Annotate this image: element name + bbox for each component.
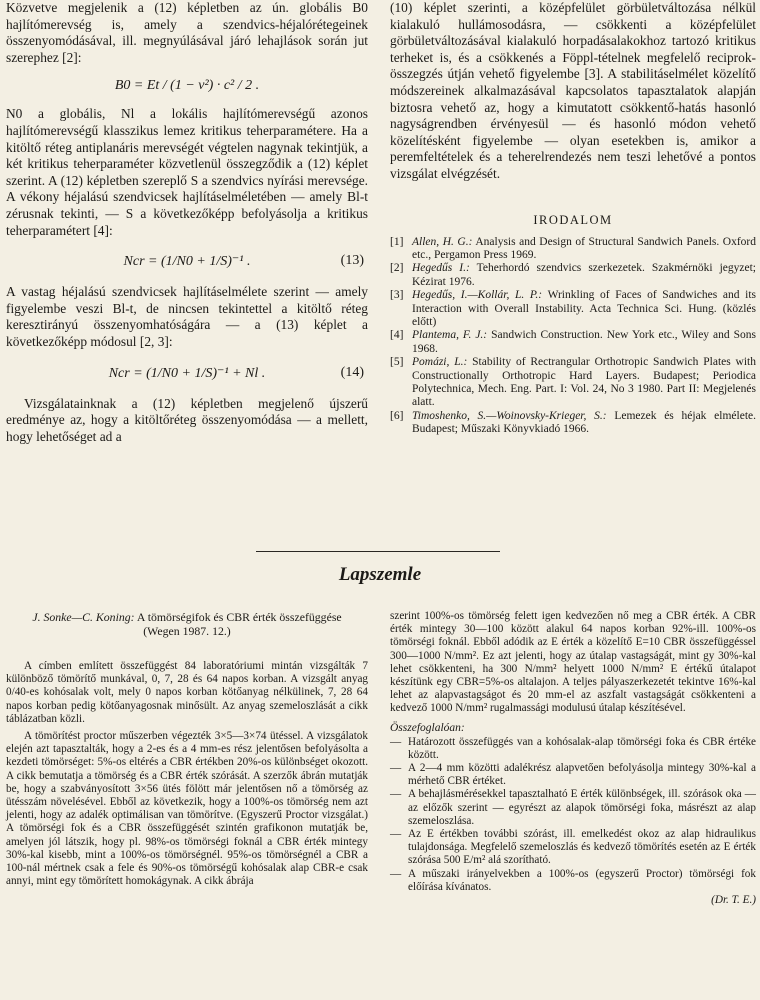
reference-author: Hegedűs I.: [412, 262, 470, 275]
references-list [390, 236, 756, 437]
reference-text: Sandwich Construction. New York etc., Wiley and Sons 1968. [412, 329, 756, 355]
review-paragraph: A tömörítést proctor műszerben végezték 3×5—3×74 ütéssel. A vizsgálatok elején azt tapasztalták, hogy a 2-es és a 4 mm-es rész jelentősen befolyásolta a kezdeti tömörséget: 5%-os eltérés a CBR értékben 20%-os különbséget okozott. A cikk bemutatja a tömörség és a CBR érték szórását. A szerzők ábrán mutatják be, hogy a szabványosított 3×56 ütés fölött már jelentősen nő a tömörség az ütésszám növelésével. Ebből az következik, hogy a 100%-os tömörség nem azt jelenti, hogy az adalék optimálisan van tömörítve. (Egyszerű Proctor vizsgálat.) A tömörségi fok és a CBR összefüggését szintén grafikonon mutatják be, amelyen jól látszik, hogy pl. 98%-os tömörségi foknál a CBR érték mintegy 30%-kal kisebb, mint a 100%-os tömörségnél. 95%-os tömörségnél a CBR a 100-nál mértnek csak a fele és 90%-os tömörségű kohósalak alap CBR-e csak annyi, mint egy tömörített homokágynak. A cikk ábrája [6, 730, 368, 888]
summary-item-text: A műszaki irányelvekben a 100%-os (egyszerű Proctor) tömörségi fok előírása kívánatos. [408, 867, 756, 893]
summary-item: — Az E értékben további szórást, ill. emelkedést okoz az alap hidraulikus tulajdonsága. Megfelelő szemeloszlás és kedvező tömörítés esetén az E érték szórása 500 E/m² alá szorítható. [390, 828, 756, 867]
reference-item [390, 329, 756, 356]
reviewer-signature: (Dr. T. E.) [711, 894, 756, 907]
formula-14-number: (14) [340, 364, 364, 380]
formula-14-text: Ncr = (1/N0 + 1/S)⁻¹ + Nl . [108, 365, 266, 381]
reference-author: Allen, H. G.: [412, 235, 473, 248]
article-column-right [390, 0, 756, 437]
summary-item: — Határozott összefüggés van a kohósalak-alap tömörségi foka és CBR értéke között. [390, 735, 756, 761]
section-divider [256, 551, 500, 552]
formula-13-number: (13) [340, 253, 364, 269]
review-paragraph: A címben említett összefüggést 84 laboratóriumi mintán vizsgálták 7 különböző tömörítő munkával, 0, 7, 28 és 64 napos korban. A vizsgált anyag 0/40-es kohósalak volt, mely 0 napos korban kötőanyag nélkülinek, 7, 28 64 napos korban pedig kötőanyagosnak minősült. Az anyag szemeloszlását a cikk táblázatban közli. [6, 660, 368, 725]
review-citation [6, 610, 368, 638]
reference-author: Plantema, F. J.: [412, 329, 488, 342]
formula-13-text: Ncr = (1/N0 + 1/S)⁻¹ . [123, 254, 251, 270]
reference-item [390, 262, 756, 289]
summary-item-text: Határozott összefüggés van a kohósalak-alap tömörségi foka és CBR értéke között. [408, 735, 756, 761]
thick-shell-paragraph: A vastag héjalású szendvicsek hajlításelmélete szerint — amely figyelembe veszi Bl-t, de nincsen tekintettel a kitöltő réteg keresztirányú összenyomhatóságára — a (13) képlet a következőképp módosul [2, 3]: [6, 284, 368, 349]
formula-b0 [6, 78, 368, 94]
review-authors: J. Sonke—C. Koning: [32, 610, 135, 624]
reference-item [390, 289, 756, 329]
reference-author: Pomázi, L.: [412, 356, 468, 369]
review-column-right [390, 610, 756, 906]
references-heading: IRODALOM [533, 212, 613, 227]
summary-item-text: A 2—4 mm közötti adalékrész alapvetően befolyásolja mintegy 30%-kal a mérhető CBR értéket. [408, 762, 756, 788]
review-article-title: A tömörségifok és CBR érték összefüggése [134, 610, 342, 624]
reference-number: [6] [390, 409, 404, 422]
reference-text: Teherhordó szendvics szerkezetek. Szakmérnöki jegyzet; Kézirat 1976. [412, 262, 756, 288]
n0-paragraph: N0 a globális, Nl a lokális hajlítómerevségű azonos hajlítómerevségű klasszikus lemez kritikus teherparamétere. Ha a kitöltő réteg antiplanáris merevségét végtelen nagynak tekintjük, a két kritikus teherparaméter közvetlenül összegződik a (12) képlet szerint. A (12) képletben szereplő S a szendvics nyírási merevsége. A vékony héjalású szendvicsek hajlításelméletében — amely Bl-t zérusnak tekinti, — S a következőképp befolyásolja a kritikus teherparamétert [4]: [6, 106, 368, 238]
continuation-paragraph: (10) képlet szerinti, a középfelület görbületváltozása nélkül kialakuló hullámosodásra, — csökkenti a középfelület görbületváltozásával kialakuló horpadásalakokhoz tartozó kritikus terheket is, és a csökkenés a Föppl-tételnek megfelelő reciprok-összegzés útján vehető figyelembe [3]. A stabilitáselmélet közelítő módszereinek alkalmazásával kapcsolatos tapasztalatok alapján biztosra vehető az, hogy a kimutatott csökkentő-hatás hasonló nagyságrendben érvényesül — és hasonló módon vehető közelítésként figyelembe — olyan esetekben is, amikor a peremfeltételek és a teherelrendezés nem teszi lehetővé a pontos vizsgálat elvégzését. [390, 0, 756, 181]
review-column-left [6, 610, 368, 888]
reference-text: Lemezek és héjak elmélete. Budapest; Műszaki Könyvkiadó 1966. [412, 409, 756, 436]
formula-13 [6, 253, 368, 270]
reference-item [390, 236, 756, 263]
reference-item [390, 356, 756, 410]
result-paragraph: Vizsgálatainknak a (12) képletben megjelenő újszerű eredménye az, hogy a kitöltőréteg összenyomódása — a mellett, hogy lehetőséget ad a [6, 395, 368, 444]
reference-number: [3] [390, 289, 404, 302]
reference-text: Wrinkling of Faces of Sandwiches and its Interaction with Overall Instability. Acta Technica Sci. Hung. (közlés előtt) [412, 289, 756, 328]
reference-number: [2] [390, 262, 404, 275]
review-paragraph: szerint 100%-os tömörség felett igen kedvezően nő meg a CBR érték. A CBR érték mintegy 30—100 között alakul 64 napos korban 92%-ill. 100%-os tömörségi foknál. Ebből adódik az E érték a közelítő E=10 CBR összefüggéssel 300—1000 N/mm². Ez azt jelenti, hogy az útalap vastagságát, mint gy 30%-kal lehet csökkenteni, ha 300 N/mm² helyett 1000 N/mm² E értékű útalapot készítünk egy CBR=5%-os altalajon. A teljes pályaszerkezetét tekintve 16%-kal lehet az alapvastagságot és 20 mm-el az aszfalt vastagságát csökkenteni a kedvező 1000 N/mm² rugalmassági modulusú útalap készítésével. [390, 610, 756, 715]
summary-item: — A 2—4 mm közötti adalékrész alapvetően befolyásolja mintegy 30%-kal a mérhető CBR értéket. [390, 762, 756, 788]
formula-14 [6, 365, 368, 382]
reference-author: Timoshenko, S.—Woinovsky-Krieger, S.: [412, 409, 607, 422]
review-source: (Wegen 1987. 12.) [143, 624, 231, 638]
section-title: Lapszemle [338, 564, 422, 585]
summary-item: — A műszaki irányelvekben a 100%-os (egyszerű Proctor) tömörségi fok előírása kívánatos. [390, 867, 756, 893]
summary-item: — A behajlásmérésekkel tapasztalható E érték különbségek, ill. szórások oka — az előzők szerint — egyrészt az alapok tömörségi foka, másrészt az alap szemeloszlása. [390, 788, 756, 827]
summary-heading: Összefoglalóan: [390, 721, 465, 734]
reference-item [390, 410, 756, 437]
intro-paragraph: Közvetve megjelenik a (12) képletben az ún. globális B0 hajlítómerevség is, amely a szendvics-héjalórétegeinek összenyomódásával, ill. megnyúlásával járó lehajlások során jut szerephez [2]: [6, 0, 368, 65]
reference-text: Stability of Rectrangular Orthotropic Sandwich Plates with Constructionally Orthotropic Hard Layers. Budapest; Periodica Polytechnica, Mech. Eng. Part. I: Vol. 24, No 3 1980. Part II: Megjelenés alatt. [412, 356, 756, 409]
summary-item-text: A behajlásmérésekkel tapasztalható E érték különbségek, ill. szórások oka — az előzők szerint — egyrészt az alapok tömörségi foka, másrészt az alap szemeloszlása. [408, 788, 756, 827]
reference-number: [4] [390, 329, 404, 342]
article-column-left [6, 0, 368, 445]
reference-number: [1] [390, 235, 404, 248]
reference-author: Hegedűs, I.—Kollár, L. P.: [412, 289, 543, 302]
summary-item-text: Az E értékben további szórást, ill. emelkedést okoz az alap hidraulikus tulajdonsága. Megfelelő szemeloszlás és kedvező tömörítés esetén az E érték szórása 500 E/m² alá szorítható. [408, 828, 756, 867]
formula-b0-text: B0 = Et / (1 − ν²) · c² / 2 . [114, 78, 260, 94]
reference-text: Analysis and Design of Structural Sandwich Panels. Oxford etc., Pergamon Press 1969. [412, 235, 756, 261]
reference-number: [5] [390, 356, 404, 369]
